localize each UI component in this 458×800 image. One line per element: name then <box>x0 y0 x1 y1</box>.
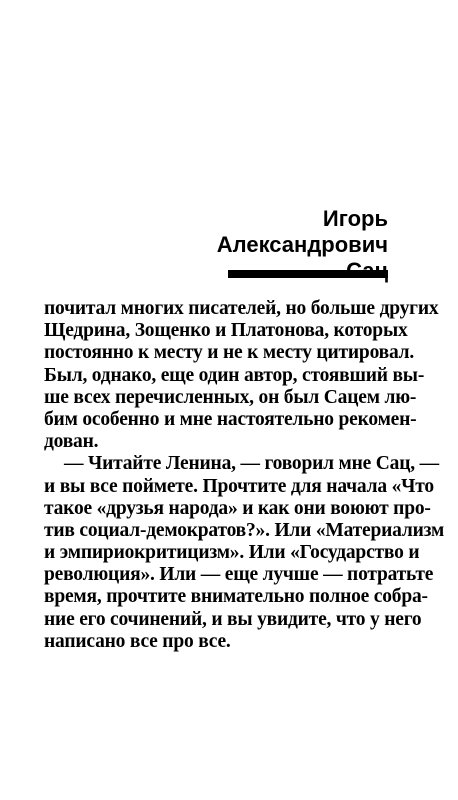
text-line: и эмпириокритицизм». Или «Государство и <box>44 542 420 564</box>
text-line: и вы все поймете. Прочтите для начала «Что <box>44 475 434 497</box>
text-line: написано все про все. <box>44 630 231 652</box>
text-line: тив социал-демократов?». Или «Материализм <box>44 519 445 541</box>
text-line: бим особенно и мне настоятельно рекомен- <box>44 408 417 430</box>
body-text <box>44 298 445 653</box>
heading-patronymic: Александрович <box>216 232 388 257</box>
text-line: дован. <box>44 431 99 453</box>
text-line: — Читайте Ленина, — говорил мне Сац, — <box>64 453 439 475</box>
text-line: время, прочтите внимательно полное собра- <box>44 586 428 608</box>
text-line: ше всех перечисленных, он был Сацем лю- <box>44 386 417 408</box>
text-line: ние его сочинений, и вы увидите, что у него <box>44 608 422 630</box>
text-line: постоянно к месту и не к месту цитировал. <box>44 342 415 364</box>
text-line: Был, однако, еще один автор, стоявший вы- <box>44 364 425 386</box>
text-line: почитал многих писателей, но больше других <box>44 298 439 319</box>
heading-underline-rule <box>228 270 388 278</box>
text-line: революция». Или — еще лучше — потратьте <box>44 564 434 586</box>
text-line: такое «друзья народа» и как они воюют про- <box>44 497 431 519</box>
heading-first-name: Игорь <box>322 206 388 231</box>
text-line: Щедрина, Зощенко и Платонова, которых <box>44 320 408 342</box>
